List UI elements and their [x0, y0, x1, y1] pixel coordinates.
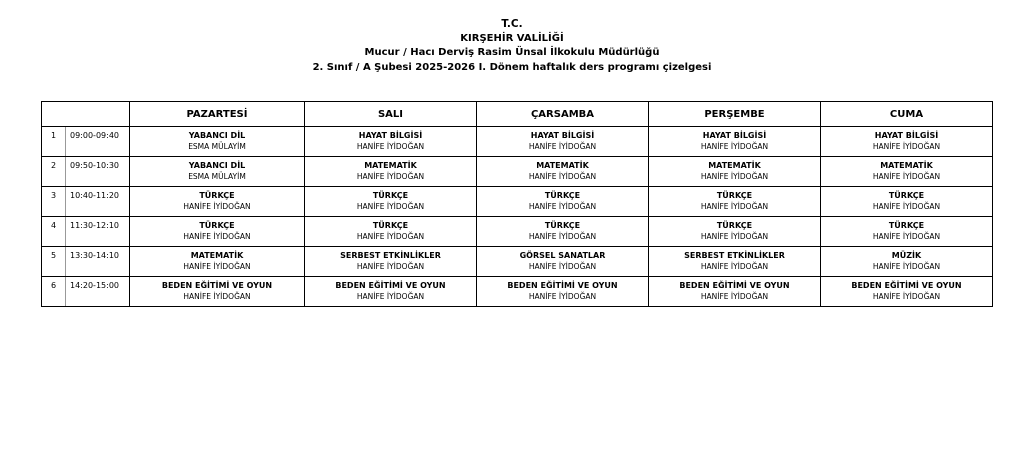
period-time: 13:30-14:10: [66, 247, 130, 277]
table-row: [42, 217, 993, 247]
lesson-subject: MATEMATİK: [708, 161, 761, 170]
lesson-teacher: HANİFE İYİDOĞAN: [528, 262, 597, 271]
lesson-teacher: HANİFE İYİDOĞAN: [528, 232, 597, 241]
lesson-cell: [477, 217, 649, 247]
day-header-thursday: PERŞEMBE: [649, 102, 821, 127]
period-time: 09:00-09:40: [66, 127, 130, 157]
lesson-teacher: HANİFE İYİDOĞAN: [528, 142, 597, 151]
lesson-cell: [130, 187, 305, 217]
lesson-subject: HAYAT BİLGİSİ: [530, 131, 595, 140]
lesson-teacher: HANİFE İYİDOĞAN: [872, 202, 941, 211]
lesson-cell: [130, 247, 305, 277]
lesson-subject: BEDEN EĞİTİMİ VE OYUN: [851, 281, 962, 290]
period-time: 10:40-11:20: [66, 187, 130, 217]
schedule-body: [42, 127, 993, 307]
period-number: 5: [42, 247, 66, 277]
lesson-cell: [649, 187, 821, 217]
table-row: [42, 247, 993, 277]
table-row: [42, 127, 993, 157]
period-number: 4: [42, 217, 66, 247]
lesson-cell: [477, 247, 649, 277]
lesson-subject: YABANCI DİL: [188, 131, 246, 140]
lesson-subject: MATEMATİK: [536, 161, 589, 170]
lesson-teacher: HANİFE İYİDOĞAN: [356, 172, 425, 181]
lesson-subject: BEDEN EĞİTİMİ VE OYUN: [507, 281, 618, 290]
lesson-cell: [821, 217, 993, 247]
lesson-subject: TÜRKÇE: [716, 191, 753, 200]
header-line-tc: T.C.: [501, 18, 523, 30]
lesson-subject: BEDEN EĞİTİMİ VE OYUN: [335, 281, 446, 290]
lesson-subject: HAYAT BİLGİSİ: [358, 131, 423, 140]
lesson-cell: [821, 157, 993, 187]
lesson-subject: TÜRKÇE: [199, 221, 235, 230]
lesson-teacher: HANİFE İYİDOĞAN: [872, 232, 941, 241]
lesson-cell: [305, 217, 477, 247]
day-header-friday: CUMA: [821, 102, 993, 127]
header-line-school: Mucur / Hacı Derviş Rasim Ünsal İlkokulu Müdürlüğü: [364, 47, 660, 59]
lesson-teacher: HANİFE İYİDOĞAN: [356, 232, 425, 241]
period-number: 1: [42, 127, 66, 157]
lesson-cell: [821, 277, 993, 307]
lesson-cell: [477, 157, 649, 187]
lesson-subject: TÜRKÇE: [888, 191, 925, 200]
lesson-teacher: HANİFE İYİDOĞAN: [183, 232, 251, 241]
period-time: 14:20-15:00: [66, 277, 130, 307]
lesson-teacher: HANİFE İYİDOĞAN: [528, 172, 597, 181]
table-row: [42, 277, 993, 307]
table-row: [42, 157, 993, 187]
lesson-cell: [130, 157, 305, 187]
weekly-schedule-table: [41, 101, 993, 307]
lesson-subject: YABANCI DİL: [188, 161, 246, 170]
lesson-teacher: HANİFE İYİDOĞAN: [183, 262, 251, 271]
day-header-tuesday: SALI: [305, 102, 477, 127]
period-number: 2: [42, 157, 66, 187]
lesson-subject: SERBEST ETKİNLİKLER: [340, 251, 441, 260]
lesson-subject: MÜZİK: [891, 251, 922, 260]
lesson-cell: [305, 187, 477, 217]
lesson-teacher: HANİFE İYİDOĞAN: [700, 232, 769, 241]
lesson-subject: TÜRKÇE: [544, 221, 581, 230]
lesson-subject: HAYAT BİLGİSİ: [702, 131, 767, 140]
lesson-teacher: HANİFE İYİDOĞAN: [356, 262, 425, 271]
lesson-teacher: HANİFE İYİDOĞAN: [700, 292, 769, 301]
day-header-monday: PAZARTESİ: [130, 102, 305, 127]
period-number: 3: [42, 187, 66, 217]
lesson-subject: TÜRKÇE: [888, 221, 925, 230]
table-row: [42, 187, 993, 217]
lesson-cell: [821, 247, 993, 277]
lesson-subject: TÜRKÇE: [372, 221, 409, 230]
lesson-subject: TÜRKÇE: [372, 191, 409, 200]
lesson-subject: TÜRKÇE: [199, 191, 235, 200]
lesson-cell: [649, 217, 821, 247]
lesson-cell: [649, 157, 821, 187]
period-number: 6: [42, 277, 66, 307]
lesson-subject: BEDEN EĞİTİMİ VE OYUN: [161, 281, 273, 290]
lesson-subject: MATEMATİK: [190, 251, 244, 260]
lesson-subject: TÜRKÇE: [544, 191, 581, 200]
lesson-cell: [130, 217, 305, 247]
lesson-subject: GÖRSEL SANATLAR: [519, 251, 606, 260]
lesson-cell: [477, 187, 649, 217]
lesson-teacher: HANİFE İYİDOĞAN: [356, 292, 425, 301]
lesson-teacher: HANİFE İYİDOĞAN: [700, 172, 769, 181]
lesson-teacher: HANİFE İYİDOĞAN: [700, 142, 769, 151]
header-line-schedule-title: 2. Sınıf / A Şubesi 2025-2026 I. Dönem haftalık ders programı çizelgesi: [312, 61, 712, 73]
lesson-teacher: HANİFE İYİDOĞAN: [872, 262, 941, 271]
period-time: 11:30-12:10: [66, 217, 130, 247]
lesson-teacher: HANİFE İYİDOĞAN: [528, 202, 597, 211]
lesson-teacher: HANİFE İYİDOĞAN: [700, 202, 769, 211]
lesson-cell: [477, 277, 649, 307]
lesson-teacher: HANİFE İYİDOĞAN: [872, 142, 941, 151]
lesson-cell: [477, 127, 649, 157]
lesson-teacher: HANİFE İYİDOĞAN: [183, 202, 251, 211]
lesson-subject: BEDEN EĞİTİMİ VE OYUN: [679, 281, 790, 290]
lesson-cell: [649, 277, 821, 307]
lesson-cell: [130, 277, 305, 307]
lesson-subject: SERBEST ETKİNLİKLER: [684, 251, 785, 260]
lesson-teacher: HANİFE İYİDOĞAN: [356, 142, 425, 151]
lesson-teacher: HANİFE İYİDOĞAN: [183, 292, 251, 301]
lesson-subject: TÜRKÇE: [716, 221, 753, 230]
lesson-teacher: ESMA MÜLAYİM: [188, 142, 246, 151]
lesson-cell: [305, 277, 477, 307]
lesson-subject: MATEMATİK: [880, 161, 933, 170]
lesson-teacher: HANİFE İYİDOĞAN: [872, 172, 941, 181]
lesson-cell: [305, 127, 477, 157]
lesson-cell: [821, 127, 993, 157]
header-row: [42, 102, 993, 127]
lesson-cell: [305, 247, 477, 277]
document-header: [0, 17, 1024, 75]
lesson-cell: [821, 187, 993, 217]
lesson-teacher: HANİFE İYİDOĞAN: [700, 262, 769, 271]
lesson-subject: HAYAT BİLGİSİ: [874, 131, 939, 140]
lesson-teacher: ESMA MÜLAYİM: [188, 172, 246, 181]
corner-cell: [42, 102, 130, 127]
lesson-cell: [305, 157, 477, 187]
lesson-cell: [649, 247, 821, 277]
lesson-teacher: HANİFE İYİDOĞAN: [872, 292, 941, 301]
header-line-governorship: KIRŞEHİR VALİLİĞİ: [460, 32, 564, 44]
lesson-cell: [649, 127, 821, 157]
day-header-wednesday: ÇARSAMBA: [477, 102, 649, 127]
lesson-teacher: HANİFE İYİDOĞAN: [528, 292, 597, 301]
lesson-cell: [130, 127, 305, 157]
period-time: 09:50-10:30: [66, 157, 130, 187]
lesson-subject: MATEMATİK: [364, 161, 417, 170]
lesson-teacher: HANİFE İYİDOĞAN: [356, 202, 425, 211]
